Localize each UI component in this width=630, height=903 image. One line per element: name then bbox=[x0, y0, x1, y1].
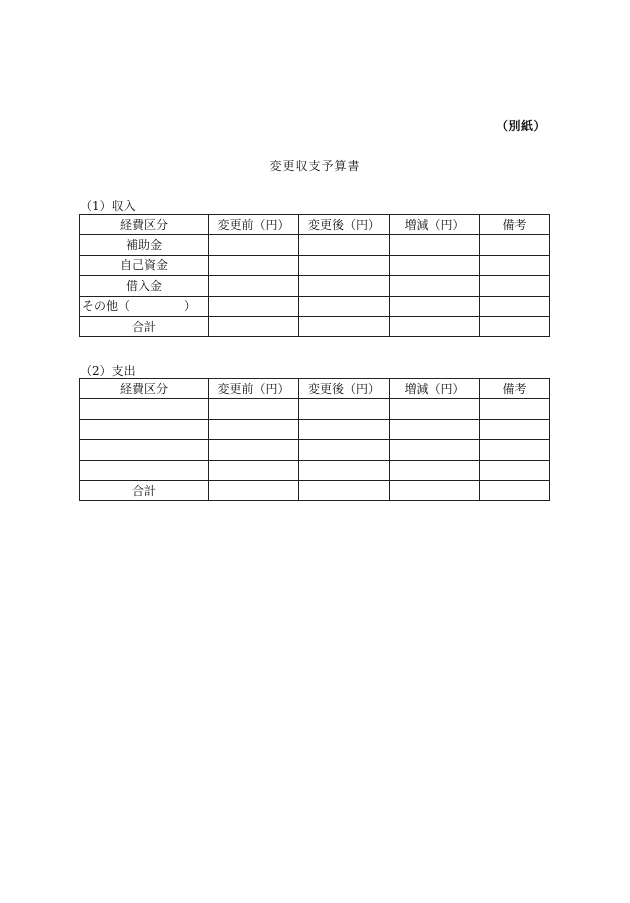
cell-remarks bbox=[480, 316, 550, 336]
cell-before bbox=[209, 316, 299, 336]
column-header-category: 経費区分 bbox=[80, 379, 209, 399]
column-header-remarks: 備考 bbox=[480, 215, 550, 235]
cell-change bbox=[390, 235, 480, 255]
income-table bbox=[79, 214, 550, 337]
cell-after bbox=[299, 316, 390, 336]
row-label bbox=[80, 419, 209, 439]
expense-table bbox=[79, 378, 550, 501]
column-header-before: 変更前（円） bbox=[209, 215, 299, 235]
cell-after bbox=[299, 440, 390, 460]
cell-remarks bbox=[480, 296, 550, 316]
cell-remarks bbox=[480, 235, 550, 255]
total-row bbox=[80, 316, 550, 336]
cell-change bbox=[390, 440, 480, 460]
cell-after bbox=[299, 480, 390, 500]
cell-change bbox=[390, 480, 480, 500]
table-row bbox=[80, 419, 550, 439]
cell-remarks bbox=[480, 460, 550, 480]
table-row bbox=[80, 440, 550, 460]
table-row bbox=[80, 255, 550, 275]
row-label bbox=[80, 440, 209, 460]
cell-after bbox=[299, 235, 390, 255]
cell-change bbox=[390, 296, 480, 316]
cell-change bbox=[390, 460, 480, 480]
row-label-loan: 借入金 bbox=[80, 276, 209, 296]
expense-header-row bbox=[80, 379, 550, 399]
cell-remarks bbox=[480, 480, 550, 500]
row-label-total: 合計 bbox=[80, 480, 209, 500]
cell-change bbox=[390, 316, 480, 336]
cell-before bbox=[209, 419, 299, 439]
table-row bbox=[80, 276, 550, 296]
cell-change bbox=[390, 419, 480, 439]
cell-change bbox=[390, 276, 480, 296]
income-section-heading: （1）収入 bbox=[80, 199, 136, 213]
row-label-other bbox=[80, 296, 209, 316]
income-header-row bbox=[80, 215, 550, 235]
cell-before bbox=[209, 399, 299, 419]
column-header-change: 増減（円） bbox=[390, 215, 480, 235]
cell-remarks bbox=[480, 255, 550, 275]
attachment-label: （別紙） bbox=[495, 119, 546, 133]
column-header-remarks: 備考 bbox=[480, 379, 550, 399]
cell-remarks bbox=[480, 399, 550, 419]
other-prefix: その他（ bbox=[82, 299, 131, 314]
cell-before bbox=[209, 296, 299, 316]
cell-remarks bbox=[480, 440, 550, 460]
cell-after bbox=[299, 255, 390, 275]
row-label-total: 合計 bbox=[80, 316, 209, 336]
cell-before bbox=[209, 460, 299, 480]
column-header-before: 変更前（円） bbox=[209, 379, 299, 399]
cell-before bbox=[209, 440, 299, 460]
column-header-after: 変更後（円） bbox=[299, 379, 390, 399]
cell-before bbox=[209, 255, 299, 275]
table-row bbox=[80, 460, 550, 480]
cell-after bbox=[299, 276, 390, 296]
cell-after bbox=[299, 419, 390, 439]
table-row bbox=[80, 399, 550, 419]
cell-after bbox=[299, 399, 390, 419]
row-label bbox=[80, 460, 209, 480]
cell-before bbox=[209, 235, 299, 255]
column-header-after: 変更後（円） bbox=[299, 215, 390, 235]
column-header-change: 増減（円） bbox=[390, 379, 480, 399]
expense-section-heading: （2）支出 bbox=[80, 364, 136, 378]
cell-change bbox=[390, 255, 480, 275]
table-row bbox=[80, 235, 550, 255]
cell-change bbox=[390, 399, 480, 419]
row-label bbox=[80, 399, 209, 419]
column-header-category: 経費区分 bbox=[80, 215, 209, 235]
other-suffix: ） bbox=[184, 299, 197, 314]
cell-remarks bbox=[480, 419, 550, 439]
row-label-own-funds: 自己資金 bbox=[80, 255, 209, 275]
cell-remarks bbox=[480, 276, 550, 296]
cell-after bbox=[299, 460, 390, 480]
page-title: 変更収支予算書 bbox=[269, 159, 361, 173]
cell-before bbox=[209, 276, 299, 296]
cell-after bbox=[299, 296, 390, 316]
row-label-subsidy: 補助金 bbox=[80, 235, 209, 255]
total-row bbox=[80, 480, 550, 500]
cell-before bbox=[209, 480, 299, 500]
table-row bbox=[80, 296, 550, 316]
